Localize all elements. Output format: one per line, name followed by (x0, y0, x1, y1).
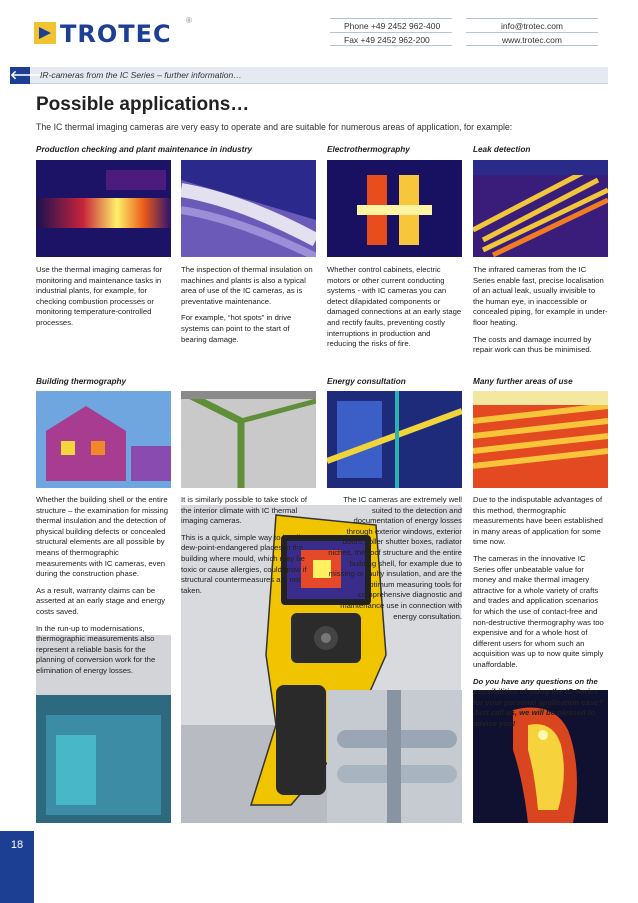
text-building-2 (181, 495, 316, 602)
breadcrumb-bar (10, 67, 608, 84)
heading-further: Many further areas of use (473, 377, 573, 386)
brand-logo: TROTEC (60, 20, 172, 48)
text-production-2 (181, 265, 316, 351)
paragraph: It is similarly possible to take stock of the interior climate with IC thermal imaging cameras. (181, 495, 308, 526)
contact-question: Do you have any questions on the possibilities of using the IC Series for your personal application case? Just call us, we will be pleased to advise you! (473, 676, 603, 728)
paragraph: Use the thermal imaging cameras for monitoring and maintenance tasks in industrial plants, for example, for checking combustion processes or monitoring temperature-controlled processes. (36, 265, 163, 327)
page-title: Possible applications… (36, 94, 250, 115)
thermal-image-roof (473, 391, 608, 488)
paragraph: The inspection of thermal insulation on machines and plants is also a typical area of use of the IC cameras, as is preventative maintenance. (181, 265, 313, 306)
paragraph: The IC cameras are extremely well suited to the detection and documentation of energy losses through exterior windows, exterior doors, roller shutter boxes, radiator niches, the roof structure and the entire building shell, for example due to missing or faulty insulation, and are the optimum measuring tools for comprehensive diagnostic and maintenance use in connection with energy consultation. (328, 495, 462, 621)
phone-number: Phone +49 2452 962-400 (330, 18, 452, 32)
phone-contact (330, 18, 452, 48)
heading-production: Production checking and plant maintenance in industry (36, 145, 253, 154)
text-leak (473, 265, 608, 362)
heading-electro: Electrothermography (327, 145, 410, 154)
paragraph: The costs and damage incurred by repair work can thus be minimised. (473, 334, 592, 355)
paragraph: For example, “hot spots” in drive systems can point to the start of bearing damage. (181, 313, 292, 344)
paragraph: The infrared cameras from the IC Series enable fast, precise localisation of an actual leak, usually invisible to the human eye, in inaccessible or concealed piping, for example in under-floor heating. (473, 265, 608, 327)
heading-energy: Energy consultation (327, 377, 406, 386)
page-number: 18 (0, 831, 34, 903)
thermal-image-house (36, 391, 171, 488)
text-building-1 (36, 495, 171, 683)
paragraph: Whether control cabinets, electric motors or other current conducting systems - with IC cameras you can detect dilapidated components or damaged connections at an early stage and rectify faults, preventing costly interruptions in production and reducing the risks of fire. (327, 265, 462, 349)
text-further (473, 495, 608, 735)
paragraph: The cameras in the innovative IC Series offer unbeatable value for money and make thermal imagery attractive for a whole variety of crafts and trades and application scenarios for which the use of contact-free and non-destructive thermography was too expensive and for a whole host of different users for whom such an acquisition was up to now quite simply unaffordable. (473, 553, 604, 669)
heading-building: Building thermography (36, 377, 127, 386)
arrow-left-icon[interactable]: 🡐 (10, 68, 43, 82)
paragraph: This is a quick, simple way to localise dew-point-endangered places in the building where mould, which may be toxic or cause allergies, could grow if structural countermeasures are not taken. (181, 532, 309, 595)
thermal-image-cabinet (327, 160, 462, 257)
thermal-image-window (327, 391, 462, 488)
paragraph: Due to the indisputable advantages of this method, thermographic measurements have been established in many areas of application for some time now. (473, 495, 603, 547)
intro-text: The IC thermal imaging cameras are very easy to operate and are suitable for numerous areas of application, for example: (36, 122, 513, 132)
email-link[interactable]: info@trotec.com (466, 18, 598, 32)
photo-industrial-pipes (327, 690, 462, 823)
web-contact (466, 18, 598, 48)
photo-wall-corner (181, 391, 316, 488)
breadcrumb: IR-cameras from the IC Series – further information… (40, 70, 242, 80)
website-link[interactable]: www.trotec.com (466, 32, 598, 46)
text-energy (327, 495, 462, 628)
thermal-image-floor-heating (473, 160, 608, 257)
heading-leak: Leak detection (473, 145, 531, 154)
fax-number: Fax +49 2452 962-200 (330, 32, 452, 46)
paragraph: Whether the building shell or the entire structure – the examination for missing thermal insulation and the detection of physical building defects or concealed structural elements are all possible by means of thermographic measurements with IC cameras, even during the construction phase. (36, 495, 169, 579)
text-production-1 (36, 265, 171, 335)
registered-mark: ® (186, 16, 192, 25)
text-electro (327, 265, 462, 356)
paragraph: In the run-up to modernisations, thermographic measurements also represent a reliable basis for the planning of conversion work for the elimination of energy losses. (36, 623, 156, 675)
thermal-image-furnace (36, 160, 171, 257)
thermal-image-pipes (181, 160, 316, 257)
paragraph: As a result, warranty claims can be asserted at an early stage and energy costs saved. (36, 585, 166, 616)
trotec-logo-mark (34, 22, 56, 44)
